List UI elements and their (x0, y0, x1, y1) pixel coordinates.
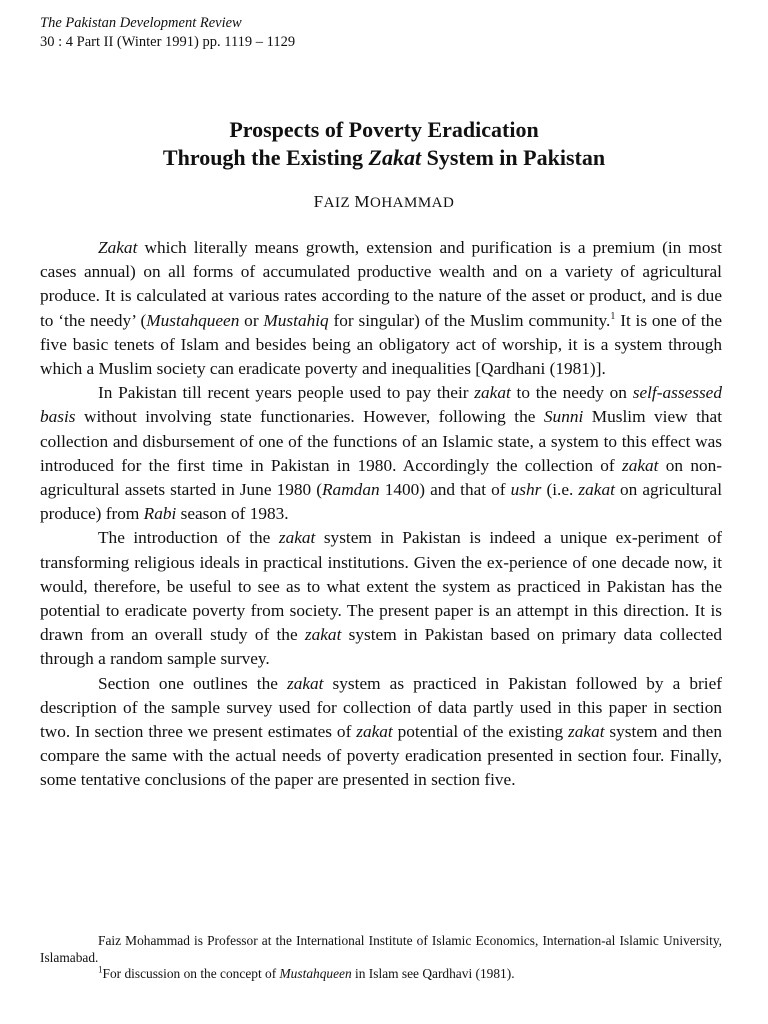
p2-t12: ushr (510, 480, 542, 500)
paragraph-1 (40, 236, 722, 381)
paper-title (0, 116, 768, 172)
p4-t6: zakat (568, 722, 605, 742)
p2-t15: on agricultural produce) from (40, 480, 722, 524)
p1-t6: for singular) of the Muslim community. (328, 310, 611, 330)
author-last-rest: OHAMMAD (370, 195, 455, 211)
paragraph-4 (40, 672, 722, 793)
author-first-initial: F (313, 192, 324, 211)
author-footnote: Faiz Mohammad is Professor at the International Institute of Islamic Economics, Internation-al Islamic University, Islamabad. (40, 933, 722, 965)
title-line-2 (0, 144, 768, 172)
footnote-1-t2: Mustahqueen (279, 966, 352, 981)
p1-t5: Mustahiq (263, 310, 329, 330)
p2-t1: In Pakistan till recent years people used to pay their (98, 383, 475, 403)
p2-t8: zakat (621, 455, 659, 475)
p3-t2: zakat (278, 528, 316, 548)
p3-t4: zakat (304, 625, 342, 645)
p2-t2: zakat (474, 383, 511, 403)
paragraph-3 (40, 526, 722, 671)
footnote-1-t1: For discussion on the concept of (102, 966, 280, 981)
p2-t4: self-assessed basis (40, 383, 722, 427)
footnotes (40, 933, 722, 983)
p4-t2: zakat (286, 673, 324, 693)
p2-t13: (i.e. (541, 480, 579, 500)
p1-t3: Mustahqueen (146, 310, 240, 330)
title-line-1: Prospects of Poverty Eradication (229, 117, 539, 142)
p2-t11: 1400) and that of (379, 480, 511, 500)
footnote-1-marker: 1 (98, 964, 103, 975)
title-line-2-post: System in Pakistan (421, 145, 606, 170)
p2-t17: season of 1983. (176, 504, 289, 524)
p1-t2: which literally means growth, extension and purification is a premium (in most cases annual) on all forms of accumulated productive wealth and on a variety of agricultural produce. It is calculated at various rates according to the nature of the asset or product, and is due to ‘the needy’ ( (40, 238, 722, 330)
p2-t14: zakat (578, 480, 615, 500)
p2-t10: Ramdan (322, 480, 380, 500)
journal-name: The Pakistan Development Review (40, 15, 242, 31)
p1-t4: or (239, 310, 264, 330)
journal-header (40, 14, 295, 52)
p1-t1: Zakat (98, 238, 138, 257)
author-last-initial: M (354, 192, 370, 211)
body-text (40, 236, 722, 793)
issue-info: 30 : 4 Part II (Winter 1991) pp. 1119 – 1129 (40, 34, 296, 50)
p4-t3: system as practiced in Pakistan followed by a brief description of the sample survey used for collection of data partly used in this paper in section two. In section three we present estimates of (40, 673, 722, 742)
footnote-1 (40, 966, 722, 983)
footnote-1-t3: in Islam see Qardhavi (1981). (351, 966, 515, 981)
author-first-rest: AIZ (323, 195, 355, 211)
p2-t6: Sunni (543, 407, 584, 427)
p4-t4: zakat (356, 722, 393, 742)
title-line-2-italic: Zakat (368, 145, 422, 170)
p3-t3: system in Pakistan is indeed a unique ex-periment of transforming religious ideals in practical institutions. Given the ex-perience of one decade now, it would, therefore, be useful to see as to what extent the system as practiced in Pakistan has the potential to eradicate poverty from society. The present paper is an attempt in this direction. It is drawn from an overall study of the (40, 528, 722, 645)
p2-t9: on non-agricultural assets started in June 1980 ( (40, 455, 723, 500)
p4-t7: system and then compare the same with the actual needs of poverty eradication presented in section four. Finally, some tentative conclusions of the paper are presented in section five. (40, 722, 722, 790)
footnote-ref-1: 1 (610, 310, 616, 322)
p1-t7: It is one of the five basic tenets of Islam and besides being an obligatory act of worship, it is a system through which a Muslim society can eradicate poverty and inequalities [Qardhani (1981)]. (40, 310, 722, 379)
title-line-2-pre: Through the Existing (162, 145, 369, 170)
paragraph-2 (40, 381, 722, 526)
p2-t16: Rabi (143, 504, 177, 524)
p4-t5: potential of the existing (392, 722, 569, 742)
p2-t7: Muslim view that collection and disbursement of one of the functions of an Islamic state, a system to this effect was introduced for the first time in Pakistan in 1980. Accordingly the collection of (40, 407, 722, 475)
p3-t1: The introduction of the (98, 528, 279, 548)
author-name (0, 192, 768, 212)
p2-t5: without involving state functionaries. However, following the (75, 407, 544, 427)
p3-t5: system in Pakistan based on primary data collected through a random sample survey. (40, 625, 722, 669)
p4-t1: Section one outlines the (98, 673, 287, 693)
p2-t3: to the needy on (510, 383, 633, 403)
